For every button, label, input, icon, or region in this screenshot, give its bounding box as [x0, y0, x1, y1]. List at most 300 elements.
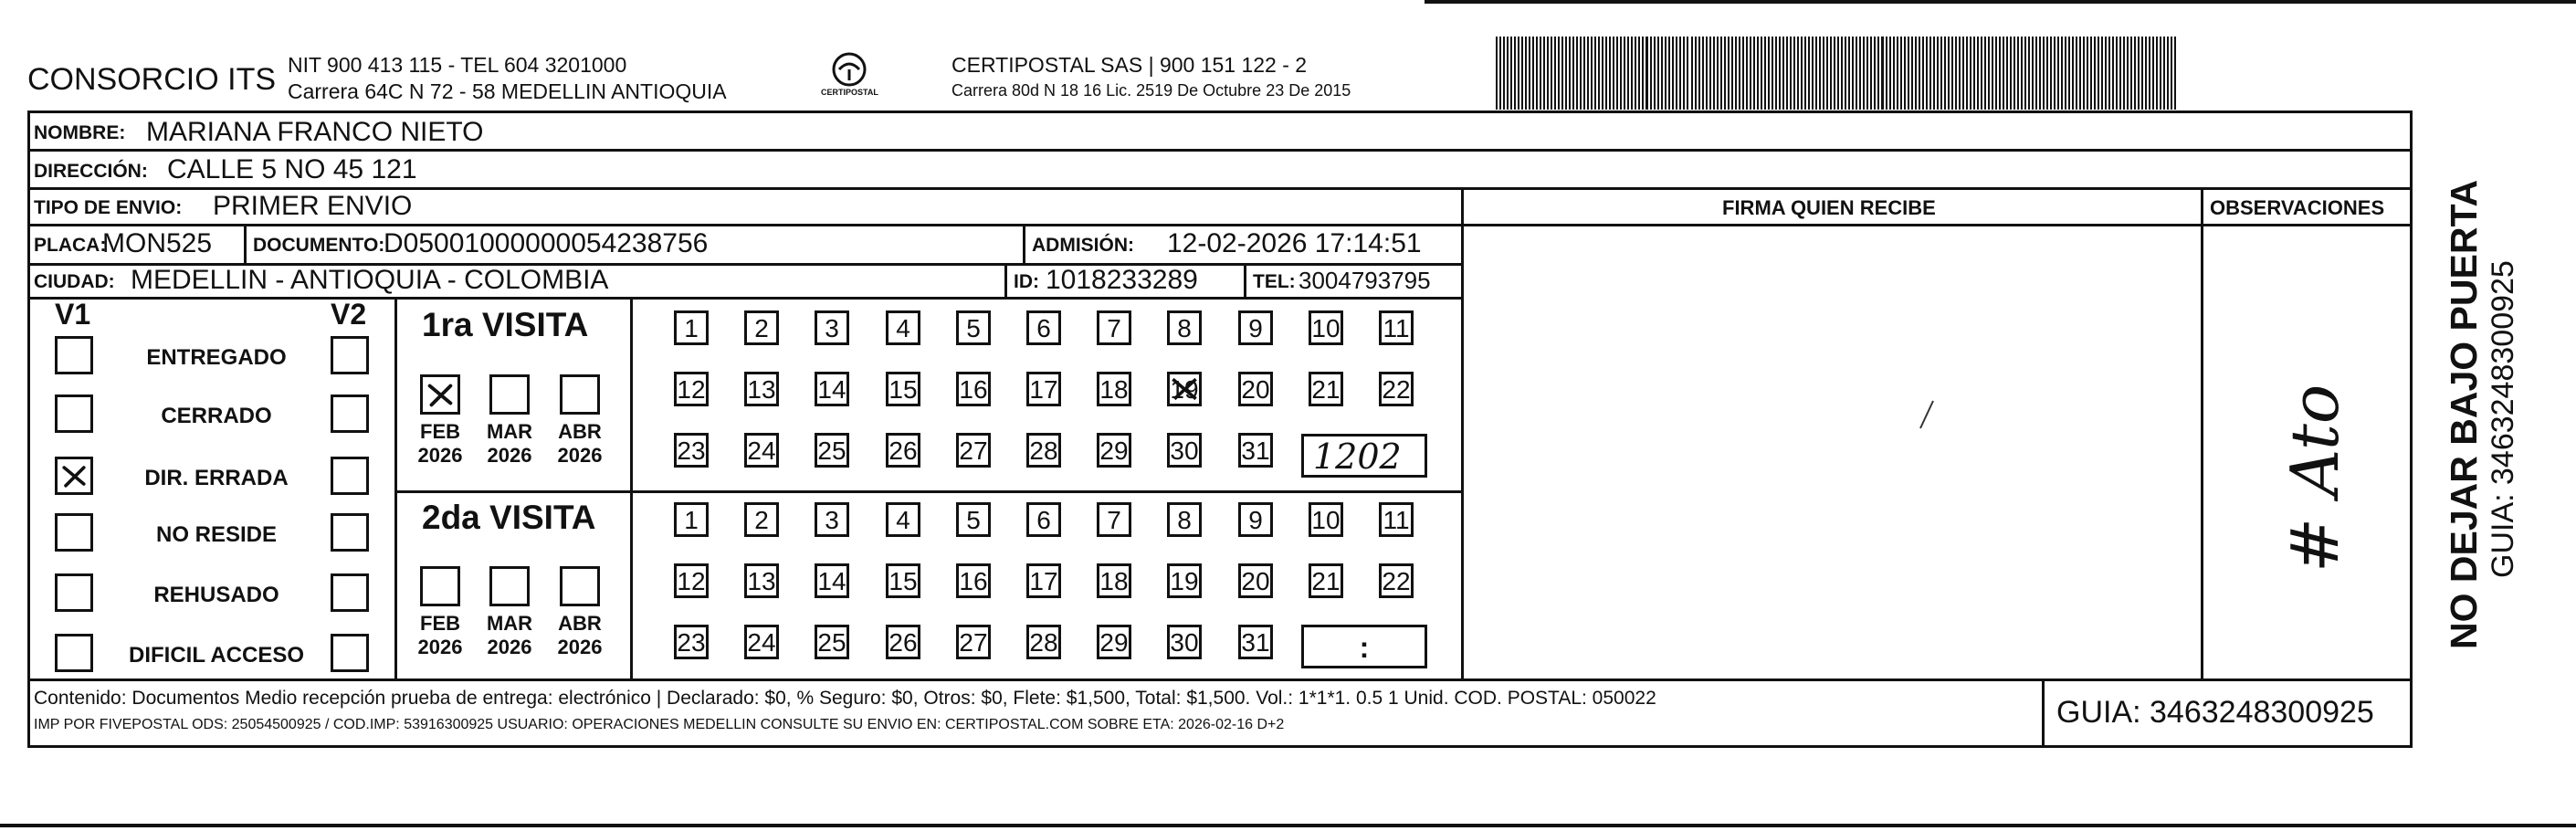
barcode-bar	[2087, 37, 2088, 110]
barcode-bar	[2046, 37, 2048, 110]
barcode-bar	[1496, 37, 1498, 110]
barcode-bar	[1731, 37, 1733, 110]
day-value: 1	[684, 506, 699, 534]
day-value: 4	[896, 506, 910, 534]
day-value: 12	[677, 567, 706, 595]
v2-checkbox[interactable]	[331, 336, 369, 374]
barcode-bar	[2138, 37, 2140, 110]
barcode-bar	[1753, 37, 1755, 110]
day-cell[interactable]	[1238, 625, 1273, 659]
v1-checkbox[interactable]	[55, 336, 93, 374]
day-cell[interactable]	[1097, 433, 1131, 468]
barcode-bar	[1631, 37, 1633, 110]
day-value: 24	[747, 628, 776, 657]
month-name: FEB	[420, 612, 460, 635]
day-cell[interactable]	[956, 563, 991, 598]
day-value: 12	[677, 375, 706, 404]
barcode-bar	[1529, 37, 1530, 110]
barcode-bar	[1594, 37, 1596, 110]
barcode-bar	[1735, 37, 1737, 110]
barcode-bar	[1580, 37, 1582, 110]
visita2-time-box	[1301, 625, 1427, 668]
day-cell[interactable]	[1097, 563, 1131, 598]
barcode-bar	[1761, 37, 1762, 110]
month-name: ABR	[558, 420, 602, 443]
barcode-bar	[2152, 37, 2154, 110]
day-cell[interactable]	[1167, 310, 1202, 345]
barcode-bar	[1613, 37, 1614, 110]
barcode-bar	[2156, 37, 2158, 110]
barcode-bar	[1728, 37, 1730, 110]
visita1-title: 1ra VISITA	[422, 306, 589, 343]
day-cell[interactable]	[1379, 372, 1414, 406]
nombre-value: MARIANA FRANCO NIETO	[146, 117, 484, 147]
direccion-value: CALLE 5 NO 45 121	[167, 154, 417, 184]
day-cell[interactable]	[886, 310, 920, 345]
day-value: 13	[747, 375, 776, 404]
visita2-time-value: :	[1359, 631, 1370, 664]
barcode-bar	[1933, 37, 1935, 110]
barcode-bar	[1830, 37, 1832, 110]
day-cell[interactable]	[674, 433, 709, 468]
day-value: 21	[1311, 567, 1341, 595]
day-value: 29	[1099, 628, 1129, 657]
month-year: 2026	[417, 444, 463, 467]
day-cell[interactable]	[674, 563, 709, 598]
barcode-bar	[1951, 37, 1953, 110]
day-value: 11	[1383, 506, 1410, 534]
day-cell[interactable]	[1026, 433, 1061, 468]
day-cell[interactable]	[1238, 563, 1273, 598]
bottom-edge-line	[0, 824, 2576, 827]
company-name: CONSORCIO ITS	[27, 62, 277, 97]
day-value: 7	[1107, 314, 1121, 342]
day-value: 22	[1382, 375, 1411, 404]
day-cell[interactable]	[744, 372, 779, 406]
day-value: 22	[1382, 567, 1411, 595]
day-cell[interactable]	[956, 625, 991, 659]
barcode-bar	[1514, 37, 1516, 110]
day-cell[interactable]	[1309, 310, 1343, 345]
barcode-bar	[2079, 37, 2081, 110]
day-value: 24	[747, 437, 776, 465]
barcode-bar	[2057, 37, 2059, 110]
barcode-bar	[1801, 37, 1803, 110]
barcode-bar	[1702, 37, 1704, 110]
day-cell[interactable]	[956, 372, 991, 406]
day-cell[interactable]	[744, 563, 779, 598]
month-name: MAR	[486, 420, 533, 443]
barcode-bar	[1598, 37, 1600, 110]
day-cell[interactable]	[886, 502, 920, 537]
barcode-bar	[1691, 37, 1693, 110]
v2-checkbox[interactable]	[331, 457, 369, 495]
barcode-bar	[1904, 37, 1906, 110]
tipo-envio-label: TIPO DE ENVIO:	[34, 197, 183, 218]
day-cell[interactable]	[815, 310, 849, 345]
barcode-bar	[1609, 37, 1611, 110]
day-cell[interactable]	[1167, 563, 1202, 598]
barcode-bar	[1518, 37, 1519, 110]
day-value: 10	[1311, 314, 1341, 342]
barcode-bar	[1558, 37, 1560, 110]
barcode-bar	[1837, 37, 1839, 110]
day-value: 23	[677, 628, 706, 657]
barcode-bar	[1819, 37, 1821, 110]
barcode-bar	[2061, 37, 2063, 110]
barcode-bar	[1503, 37, 1505, 110]
day-cell[interactable]	[956, 310, 991, 345]
barcode-bar	[2119, 37, 2121, 110]
month-year: 2026	[417, 636, 463, 658]
month-checkbox[interactable]	[420, 374, 460, 415]
observaciones-handwriting: # Ato	[2276, 384, 2353, 573]
day-cell[interactable]	[674, 310, 709, 345]
barcode-bar	[1856, 37, 1857, 110]
barcode-bar	[1911, 37, 1913, 110]
day-value: 13	[747, 567, 776, 595]
barcode-bar	[1999, 37, 2001, 110]
day-value: 18	[1099, 567, 1129, 595]
barcode-bar	[2065, 37, 2066, 110]
month-year: 2026	[487, 444, 532, 467]
side-warning: NO DEJAR BAJO PUERTA	[2443, 179, 2485, 649]
barcode-bar	[1992, 37, 1993, 110]
day-cell[interactable]	[1309, 563, 1343, 598]
day-value: 25	[817, 437, 846, 465]
barcode-bar	[1863, 37, 1865, 110]
month-checkbox[interactable]	[489, 374, 530, 415]
company-nit: NIT 900 413 115 - TEL 604 3201000	[288, 53, 627, 77]
v1-checkbox[interactable]	[55, 513, 93, 552]
day-cell[interactable]	[815, 563, 849, 598]
tipo-envio-value: PRIMER ENVIO	[213, 191, 413, 221]
barcode-bar	[1591, 37, 1593, 110]
day-cell[interactable]	[1167, 372, 1202, 406]
month-name: ABR	[558, 612, 602, 635]
barcode-bar	[1499, 37, 1501, 110]
day-cell[interactable]	[815, 433, 849, 468]
barcode-bar	[1881, 37, 1884, 110]
day-value: 8	[1177, 506, 1192, 534]
documento-value: D05001000000054238756	[384, 228, 709, 258]
barcode-bar	[2072, 37, 2074, 110]
barcode-bar	[1750, 37, 1751, 110]
barcode-bar	[1877, 37, 1879, 110]
id-value: 1018233289	[1046, 265, 1198, 295]
barcode-bar	[1638, 37, 1640, 110]
barcode-bar	[2105, 37, 2107, 110]
barcode-bar	[1668, 37, 1670, 110]
barcode-bar	[2010, 37, 2012, 110]
day-cell[interactable]	[1238, 310, 1273, 345]
day-cell[interactable]	[886, 563, 920, 598]
barcode-bar	[1654, 37, 1656, 110]
certipostal-logo	[821, 51, 878, 104]
day-value: 20	[1241, 375, 1270, 404]
barcode-bar	[1908, 37, 1909, 110]
barcode-bar	[1635, 37, 1636, 110]
barcode-bar	[2101, 37, 2103, 110]
day-value: 29	[1099, 437, 1129, 465]
day-cell[interactable]	[1026, 625, 1061, 659]
day-cell[interactable]	[886, 433, 920, 468]
barcode-bar	[1995, 37, 1997, 110]
day-cell[interactable]	[1097, 372, 1131, 406]
barcode-bar	[1645, 37, 1648, 110]
day-value: 26	[888, 437, 918, 465]
day-cell[interactable]	[1097, 625, 1131, 659]
month-name: MAR	[486, 612, 533, 635]
placa-label: PLACA:	[34, 235, 107, 256]
day-value: 14	[817, 567, 846, 595]
barcode-bar	[1948, 37, 1950, 110]
day-value: 6	[1036, 506, 1051, 534]
barcode-bar	[2021, 37, 2023, 110]
day-value: 9	[1248, 314, 1263, 342]
day-value: 5	[966, 314, 981, 342]
direccion-label: DIRECCIÓN:	[34, 161, 148, 182]
barcode-bar	[1848, 37, 1850, 110]
barcode-bar	[2017, 37, 2019, 110]
day-cell[interactable]	[956, 502, 991, 537]
day-value: 27	[959, 628, 988, 657]
v2-checkbox[interactable]	[331, 634, 369, 672]
v1-checkbox[interactable]	[55, 573, 93, 612]
v2-checkbox[interactable]	[331, 394, 369, 433]
barcode-bar	[1900, 37, 1902, 110]
visita2-title: 2da VISITA	[422, 499, 596, 536]
day-value: 17	[1029, 375, 1058, 404]
certipostal-info: CERTIPOSTAL SAS | 900 151 122 - 2	[952, 53, 1308, 77]
day-value: 30	[1170, 628, 1199, 657]
barcode-bar	[1713, 37, 1715, 110]
barcode-bar	[1893, 37, 1895, 110]
barcode-bar	[1521, 37, 1523, 110]
barcode-bar	[1841, 37, 1843, 110]
barcode-bar	[2076, 37, 2077, 110]
day-cell[interactable]	[674, 502, 709, 537]
day-value: 17	[1029, 567, 1058, 595]
day-cell[interactable]	[815, 625, 849, 659]
day-cell[interactable]	[1026, 563, 1061, 598]
barcode-bar	[1510, 37, 1512, 110]
day-cell[interactable]	[1379, 310, 1414, 345]
barcode-bar	[1605, 37, 1607, 110]
barcode-bar	[1779, 37, 1781, 110]
day-value: 27	[959, 437, 988, 465]
barcode-bar	[1764, 37, 1766, 110]
day-cell[interactable]	[1309, 372, 1343, 406]
barcode-bar	[1981, 37, 1982, 110]
day-cell[interactable]	[744, 310, 779, 345]
documento-label: DOCUMENTO:	[253, 235, 385, 256]
id-label: ID:	[1014, 271, 1039, 292]
barcode-bar	[1724, 37, 1726, 110]
barcode-bar	[2167, 37, 2169, 110]
month-checkbox[interactable]	[420, 566, 460, 606]
barcode-bar	[1962, 37, 1964, 110]
barcode-bar	[1922, 37, 1924, 110]
month-checkbox[interactable]	[560, 566, 600, 606]
barcode-bar	[1870, 37, 1872, 110]
v1-checkbox[interactable]	[55, 394, 93, 433]
day-value: 5	[966, 506, 981, 534]
barcode-bar	[2112, 37, 2114, 110]
barcode-bar	[1706, 37, 1708, 110]
certipostal-address: Carrera 80d N 18 16 Lic. 2519 De Octubre 23 De 2015	[952, 81, 1351, 100]
barcode-bar	[1554, 37, 1556, 110]
day-cell[interactable]	[886, 625, 920, 659]
day-cell[interactable]	[815, 372, 849, 406]
day-cell[interactable]	[674, 372, 709, 406]
barcode-bar	[1808, 37, 1810, 110]
barcode-bar	[1886, 37, 1887, 110]
month-name: FEB	[420, 420, 460, 443]
day-cell[interactable]	[1026, 310, 1061, 345]
footer-guia: GUIA: 3463248300925	[2056, 695, 2374, 730]
barcode-bar	[2043, 37, 2045, 110]
barcode-bar	[2083, 37, 2085, 110]
day-cell[interactable]	[1167, 625, 1202, 659]
day-cell[interactable]	[1238, 433, 1273, 468]
visita1-time-value: 1202	[1313, 437, 1402, 477]
ciudad-label: CIUDAD:	[34, 271, 115, 292]
day-cell[interactable]	[886, 372, 920, 406]
day-cell[interactable]	[1238, 372, 1273, 406]
day-cell[interactable]	[744, 502, 779, 537]
firma-label: FIRMA QUIEN RECIBE	[1722, 196, 1936, 219]
day-cell[interactable]	[744, 625, 779, 659]
barcode-bar	[1790, 37, 1792, 110]
day-cell[interactable]	[1379, 563, 1414, 598]
barcode-bar	[1587, 37, 1589, 110]
barcode-bar	[1874, 37, 1876, 110]
barcode-bar	[2028, 37, 2030, 110]
day-cell[interactable]	[1026, 502, 1061, 537]
barcode-bar	[1657, 37, 1659, 110]
day-cell[interactable]	[1379, 502, 1414, 537]
signature-mark	[1913, 397, 1940, 434]
tel-value: 3004793795	[1299, 267, 1431, 294]
barcode-bar	[2141, 37, 2143, 110]
v1-checkbox[interactable]	[55, 457, 93, 495]
day-cell[interactable]	[674, 625, 709, 659]
day-cell[interactable]	[1309, 502, 1343, 537]
barcode-bar	[1583, 37, 1585, 110]
reason-label: DIR. ERRADA	[144, 466, 289, 490]
barcode-bar	[1661, 37, 1663, 110]
v1-checkbox[interactable]	[55, 634, 93, 672]
ciudad-value: MEDELLIN - ANTIOQUIA - COLOMBIA	[131, 265, 609, 295]
day-value: 30	[1170, 437, 1199, 465]
day-value: 28	[1029, 628, 1058, 657]
barcode-bar	[1812, 37, 1814, 110]
barcode-bar	[2094, 37, 2096, 110]
day-cell[interactable]	[956, 433, 991, 468]
day-value: 3	[825, 314, 839, 342]
barcode-bar	[1786, 37, 1788, 110]
reason-label: REHUSADO	[153, 583, 279, 607]
barcode-bar	[1665, 37, 1667, 110]
barcode-bar	[1551, 37, 1552, 110]
day-cell[interactable]	[1167, 433, 1202, 468]
footer-imp: IMP POR FIVEPOSTAL ODS: 25054500925 / COD.IMP: 53916300925 USUARIO: OPERACIONES MEDELLIN CONSULTE SU ENVIO EN: CERTIPOSTAL.COM SOBRE ETA: 2026-02-16 D+2	[34, 717, 1285, 732]
barcode-bar	[1540, 37, 1541, 110]
day-value: 1	[684, 314, 699, 342]
day-value: 28	[1029, 437, 1058, 465]
day-cell[interactable]	[1097, 310, 1131, 345]
day-value: 4	[896, 314, 910, 342]
barcode-bar	[1782, 37, 1784, 110]
month-checkbox[interactable]	[489, 566, 530, 606]
day-value: 2	[754, 506, 769, 534]
barcode-bar	[1852, 37, 1854, 110]
reason-label: DIFICIL ACCESO	[128, 643, 304, 668]
x-mark-icon	[1168, 373, 1201, 405]
barcode-bar	[1966, 37, 1968, 110]
barcode-bar	[2024, 37, 2026, 110]
side-guia: GUIA: 3463248300925	[2486, 260, 2520, 578]
barcode-bar	[2174, 37, 2176, 110]
top-edge-line	[1425, 0, 2576, 4]
barcode-bar	[1977, 37, 1979, 110]
barcode-bar	[2068, 37, 2070, 110]
day-value: 19	[1170, 567, 1199, 595]
barcode-bar	[1642, 37, 1644, 110]
month-checkbox[interactable]	[560, 374, 600, 415]
footer-content: Contenido: Documentos Medio recepción prueba de entrega: electrónico | Declarado: $0, % Seguro: $0, Otros: $0, Flete: $1,500, Total: $1,500. Vol.: 1*1*1. 0.5 1 Unid. COD. POSTAL: 050022	[34, 688, 1656, 709]
day-cell[interactable]	[1238, 502, 1273, 537]
placa-value: MON525	[102, 228, 213, 258]
day-cell[interactable]	[815, 502, 849, 537]
barcode-bar	[1988, 37, 1990, 110]
day-value: 8	[1177, 314, 1192, 342]
barcode-bar	[2127, 37, 2129, 110]
barcode-bar	[1683, 37, 1685, 110]
admision-label: ADMISIÓN:	[1032, 235, 1134, 256]
barcode-bar	[2054, 37, 2056, 110]
barcode-bar	[1897, 37, 1898, 110]
barcode-bar	[1572, 37, 1574, 110]
barcode-bar	[2116, 37, 2118, 110]
day-cell[interactable]	[1167, 502, 1202, 537]
barcode-bar	[2003, 37, 2004, 110]
certipostal-logo-icon	[826, 51, 872, 88]
day-cell[interactable]	[1097, 502, 1131, 537]
nombre-label: NOMBRE:	[34, 122, 126, 143]
v2-checkbox[interactable]	[331, 573, 369, 612]
barcode-bar	[1650, 37, 1652, 110]
barcode-bar	[1815, 37, 1817, 110]
barcode-bar	[2039, 37, 2041, 110]
day-cell[interactable]	[1026, 372, 1061, 406]
barcode-bar	[1536, 37, 1538, 110]
barcode-bar	[1959, 37, 1961, 110]
x-mark-icon	[58, 459, 90, 492]
barcode-bar	[1984, 37, 1986, 110]
month-year: 2026	[557, 444, 603, 467]
day-value: 9	[1248, 506, 1263, 534]
day-value: 25	[817, 628, 846, 657]
v2-checkbox[interactable]	[331, 513, 369, 552]
tel-label: TEL:	[1253, 271, 1296, 292]
day-cell[interactable]	[744, 433, 779, 468]
barcode-bar	[1532, 37, 1534, 110]
company-address: Carrera 64C N 72 - 58 MEDELLIN ANTIOQUIA	[288, 79, 727, 103]
barcode-bar	[1720, 37, 1722, 110]
barcode-bar	[2130, 37, 2132, 110]
